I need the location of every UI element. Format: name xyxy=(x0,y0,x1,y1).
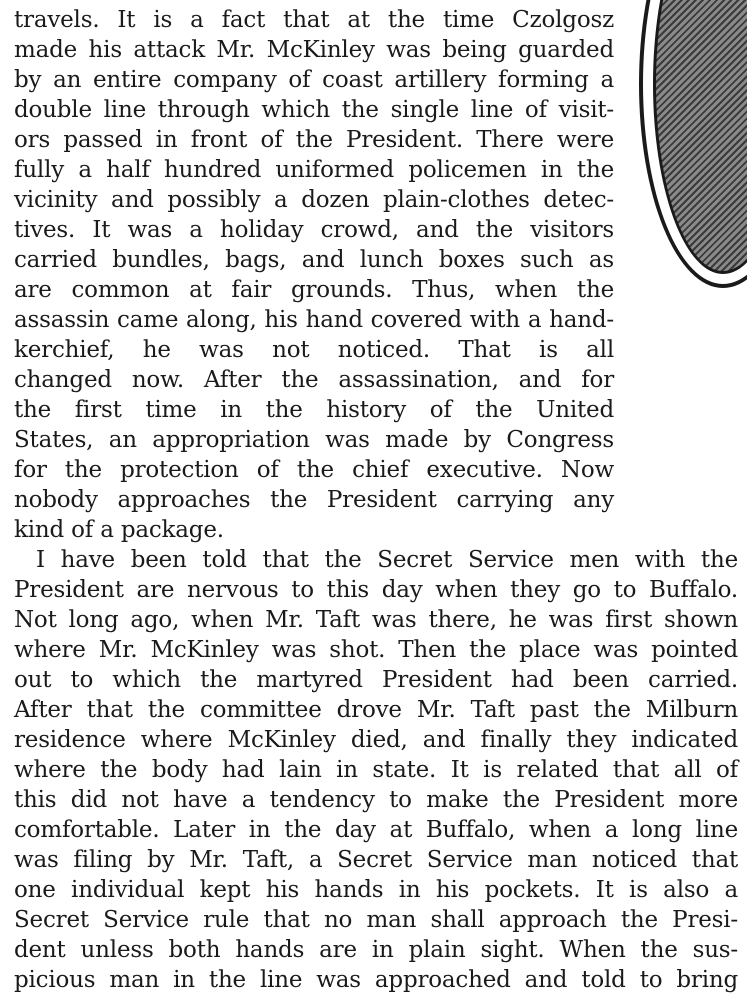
text-line: changed now. After the assassination, and for xyxy=(14,367,614,393)
text-line: this did not have a tendency to make the President more xyxy=(14,787,738,813)
text-line: comfortable. Later in the day at Buffalo, when a long line xyxy=(14,817,738,843)
text-line: kind of a package. xyxy=(14,517,224,543)
text-line: kerchief, he was not noticed. That is all xyxy=(14,337,614,363)
text-line: by an entire company of coast artillery forming a xyxy=(14,67,614,93)
text-line: where the body had lain in state. It is related that all of xyxy=(14,757,738,783)
text-line: picious man in the line was approached and told to bring xyxy=(14,967,738,993)
text-line: residence where McKinley died, and finally they indicated xyxy=(14,727,738,753)
text-line: Secret Service rule that no man shall approach the Presi- xyxy=(14,907,738,933)
text-line: where Mr. McKinley was shot. Then the place was pointed xyxy=(14,637,738,663)
text-line: President are nervous to this day when they go to Buffalo. xyxy=(14,577,738,603)
text-line: assassin came along, his hand covered with a hand- xyxy=(14,307,614,333)
text-line: vicinity and possibly a dozen plain-clothes detec- xyxy=(14,187,614,213)
text-line: tives. It was a holiday crowd, and the visitors xyxy=(14,217,614,243)
text-line: travels. It is a fact that at the time Czolgosz xyxy=(14,7,614,33)
text-line: After that the committee drove Mr. Taft past the Milburn xyxy=(14,697,738,723)
portrait-photo-frame xyxy=(639,0,747,288)
text-line: was filing by Mr. Taft, a Secret Service man noticed that xyxy=(14,847,738,873)
text-line: for the protection of the chief executive. Now xyxy=(14,457,614,483)
text-line: are common at fair grounds. Thus, when the xyxy=(14,277,614,303)
text-line: out to which the martyred President had been carried. xyxy=(14,667,738,693)
text-line: the first time in the history of the United xyxy=(14,397,614,423)
text-line: nobody approaches the President carrying any xyxy=(14,487,614,513)
text-line: fully a half hundred uniformed policemen in the xyxy=(14,157,614,183)
text-line: dent unless both hands are in plain sight. When the sus- xyxy=(14,937,738,963)
text-line: States, an appropriation was made by Congress xyxy=(14,427,614,453)
text-line: double line through which the single line of visit- xyxy=(14,97,614,123)
paragraph-first-line: I have been told that the Secret Service men with the xyxy=(36,547,738,573)
text-line: ors passed in front of the President. There were xyxy=(14,127,614,153)
text-line: made his attack Mr. McKinley was being guarded xyxy=(14,37,614,63)
text-line: Not long ago, when Mr. Taft was there, he was first shown xyxy=(14,607,738,633)
text-line: one individual kept his hands in his pockets. It is also a xyxy=(14,877,738,903)
text-line: carried bundles, bags, and lunch boxes such as xyxy=(14,247,614,273)
